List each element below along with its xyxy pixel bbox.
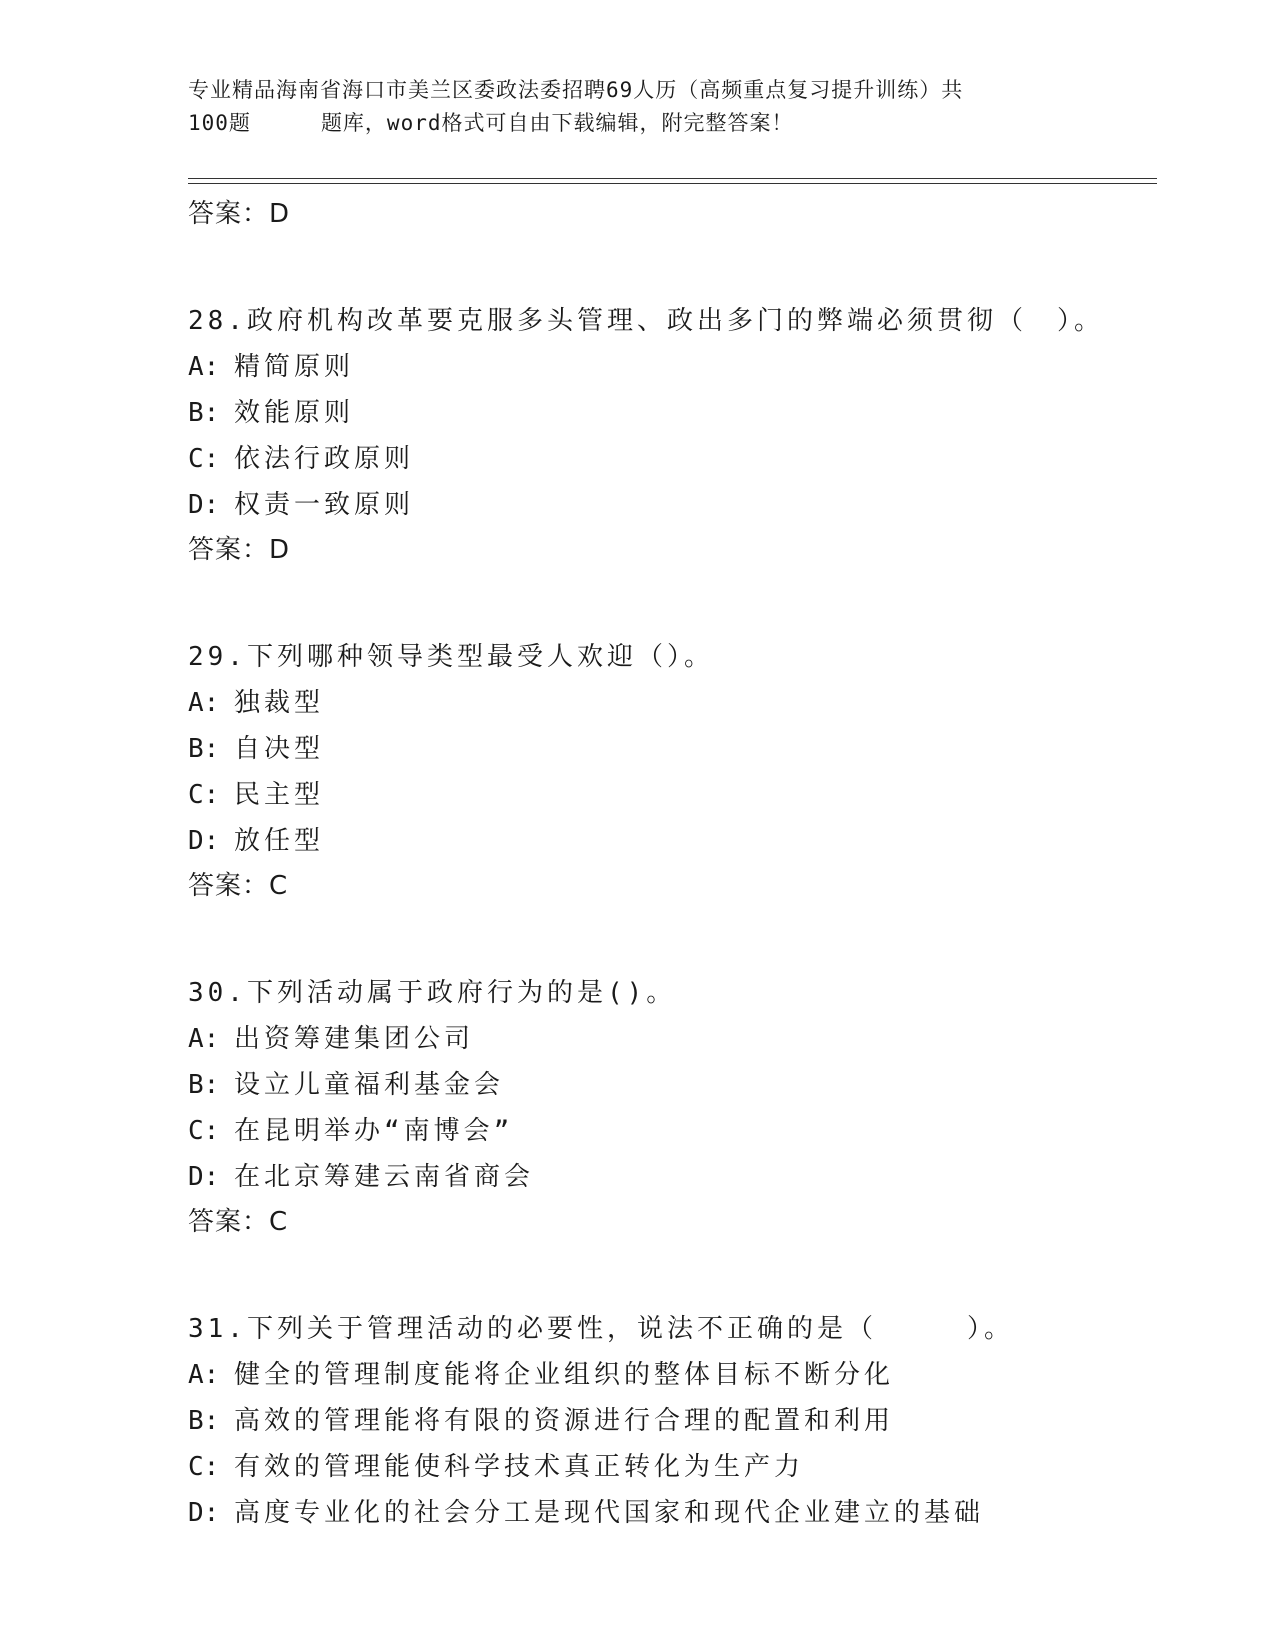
header-divider-top	[188, 178, 1157, 179]
option-label: D:	[188, 826, 220, 856]
option-label: C:	[188, 780, 220, 810]
question-30	[188, 970, 1188, 1244]
option-label: D:	[188, 1162, 220, 1192]
answer-line: 答案：C	[188, 1207, 289, 1237]
option-label: D:	[188, 490, 220, 520]
option-c	[188, 436, 1188, 482]
option-b	[188, 390, 1188, 436]
option-b	[188, 1398, 1188, 1444]
header-line-1: 专业精品海南省海口市美兰区委政法委招聘69人历（高频重点复习提升训练）共	[188, 78, 964, 102]
option-text: 依法行政原则	[234, 444, 415, 474]
option-a	[188, 1352, 1188, 1398]
option-label: A:	[188, 1024, 220, 1054]
option-text: 效能原则	[234, 398, 355, 428]
option-c	[188, 1108, 1188, 1154]
header-description: 题库，word格式可自由下载编辑，附完整答案！	[320, 111, 794, 135]
option-label: C:	[188, 1452, 220, 1482]
option-b	[188, 1062, 1188, 1108]
option-label: A:	[188, 688, 220, 718]
answer-line: 答案：C	[188, 871, 289, 901]
question-text: 29.下列哪种领导类型最受人欢迎（）。	[188, 642, 714, 672]
option-label: A:	[188, 352, 220, 382]
option-text: 高效的管理能将有限的资源进行合理的配置和利用	[234, 1406, 895, 1436]
previous-answer: 答案：D	[188, 199, 291, 229]
option-label: B:	[188, 1406, 220, 1436]
option-text: 权责一致原则	[234, 490, 415, 520]
question-text: 31.下列关于管理活动的必要性，说法不正确的是（ ）。	[188, 1314, 1014, 1344]
question-28	[188, 298, 1188, 572]
option-label: D:	[188, 1498, 220, 1528]
option-d	[188, 1490, 1188, 1536]
option-d	[188, 818, 1188, 864]
option-d	[188, 1154, 1188, 1200]
question-text: 30.下列活动属于政府行为的是()。	[188, 978, 677, 1008]
answer-line: 答案：D	[188, 535, 291, 565]
question-text: 28.政府机构改革要克服多头管理、政出多门的弊端必须贯彻（ ）。	[188, 306, 1104, 336]
header-count: 100题	[188, 111, 251, 135]
option-text: 设立儿童福利基金会	[234, 1070, 505, 1100]
option-c	[188, 1444, 1188, 1490]
option-text: 独裁型	[234, 688, 325, 718]
option-label: A:	[188, 1360, 220, 1390]
option-text: 精简原则	[234, 352, 355, 382]
option-text: 自决型	[234, 734, 325, 764]
option-a	[188, 344, 1188, 390]
document-header	[188, 74, 1088, 140]
question-list	[188, 188, 1188, 1536]
option-label: B:	[188, 398, 220, 428]
option-label: C:	[188, 1116, 220, 1146]
option-text: 民主型	[234, 780, 325, 810]
option-label: B:	[188, 734, 220, 764]
option-a	[188, 1016, 1188, 1062]
option-text: 高度专业化的社会分工是现代国家和现代企业建立的基础	[234, 1498, 985, 1528]
option-b	[188, 726, 1188, 772]
option-text: 有效的管理能使科学技术真正转化为生产力	[234, 1452, 805, 1482]
option-label: C:	[188, 444, 220, 474]
option-a	[188, 680, 1188, 726]
header-divider-bottom	[188, 183, 1157, 184]
option-d	[188, 482, 1188, 528]
option-text: 在昆明举办“南博会”	[234, 1116, 514, 1146]
question-31	[188, 1306, 1188, 1536]
option-c	[188, 772, 1188, 818]
option-text: 出资筹建集团公司	[234, 1024, 475, 1054]
option-label: B:	[188, 1070, 220, 1100]
option-text: 在北京筹建云南省商会	[234, 1162, 535, 1192]
header-line-2	[188, 107, 1088, 140]
option-text: 放任型	[234, 826, 325, 856]
option-text: 健全的管理制度能将企业组织的整体目标不断分化	[234, 1360, 895, 1390]
question-29	[188, 634, 1188, 908]
